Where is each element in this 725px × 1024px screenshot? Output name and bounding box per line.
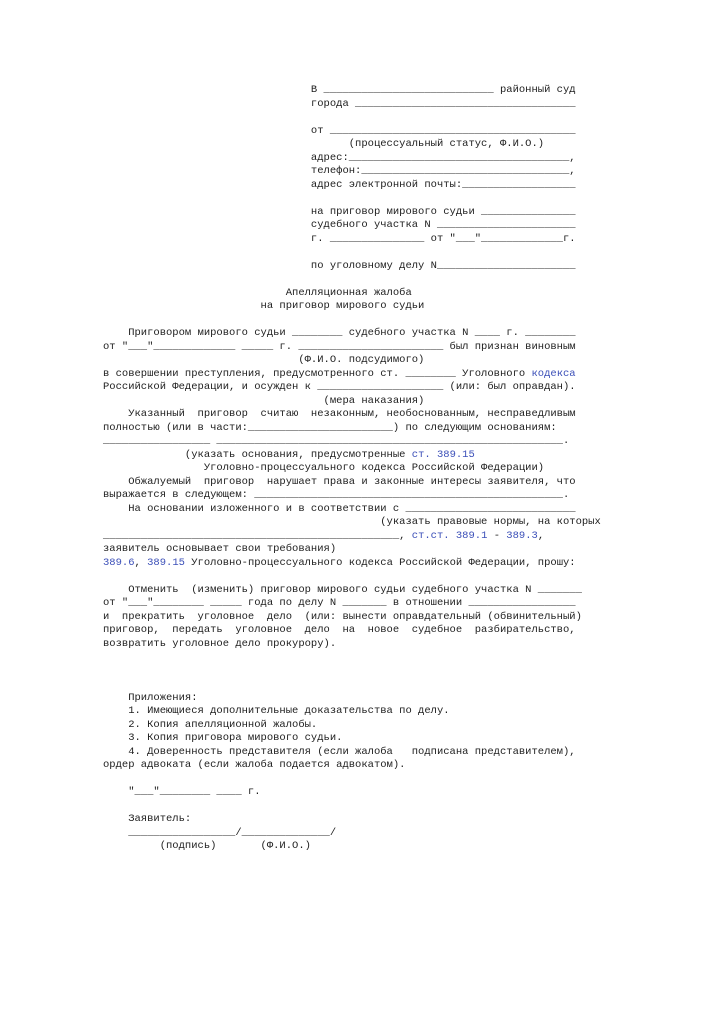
document-line xyxy=(103,314,601,328)
line-text: (подпись) (Ф.И.О.) xyxy=(103,840,311,852)
law-reference-link[interactable]: ст. 389.15 xyxy=(411,448,475,461)
document-line xyxy=(103,381,601,395)
line-text: Приложения: xyxy=(103,691,198,704)
document-line xyxy=(103,800,601,814)
document-line xyxy=(103,233,601,247)
line-text: (указать правовые нормы, на которых xyxy=(103,516,601,528)
document-line xyxy=(103,435,601,449)
line-text: (процессуальный статус, Ф.И.О.) xyxy=(103,138,545,150)
line-text: от "___"_____________ _____ г. _______________________ был признан виновным xyxy=(103,340,576,353)
line-text: "___"________ ____ г. xyxy=(103,786,261,798)
document-line xyxy=(103,341,601,355)
document-line xyxy=(103,138,601,152)
document-line xyxy=(103,354,601,368)
document-line xyxy=(103,287,601,301)
line-text: на приговор мирового судьи _______________ xyxy=(103,205,576,218)
document-line xyxy=(103,692,601,706)
line-text: Уголовно-процессуального кодекса Российской Федерации) xyxy=(103,462,545,474)
line-text: 1. Имеющиеся дополнительные доказательства по делу. xyxy=(103,705,450,717)
line-text: заявитель основывает свои требования) xyxy=(103,543,337,555)
line-text: Заявитель: xyxy=(103,813,192,825)
document-line xyxy=(103,408,601,422)
law-reference-link[interactable]: 389.6 xyxy=(103,556,135,569)
line-text: ордер адвоката (если жалоба подается адвокатом). xyxy=(103,759,406,771)
document-line xyxy=(103,827,601,841)
line-text: _________________/______________/ xyxy=(103,826,337,839)
appeal-complaint-text xyxy=(103,84,601,854)
line-text: по уголовному делу N______________________ xyxy=(103,259,576,272)
document-line xyxy=(103,597,601,611)
line-text: _________________ _______________________________________________________. xyxy=(103,435,570,447)
document-line xyxy=(103,273,601,287)
document-line xyxy=(103,206,601,220)
line-text: приговор, передать уголовное дело на новое судебное разбирательство, xyxy=(103,624,576,636)
document-line xyxy=(103,125,601,139)
document-line xyxy=(103,111,601,125)
line-text: Апелляционная жалоба xyxy=(103,286,412,299)
document-line xyxy=(103,260,601,274)
document-line xyxy=(103,422,601,436)
line-text: Обжалуемый приговор нарушает права и законные интересы заявителя, что xyxy=(103,475,576,488)
line-text: г. _______________ от "___"_____________г. xyxy=(103,232,576,245)
document-line xyxy=(103,246,601,260)
line-text: в совершении преступления, предусмотренного ст. ________ Уголовного xyxy=(103,367,532,380)
document-line xyxy=(103,813,601,827)
line-text: и прекратить уголовное дело (или: вынести оправдательный (обвинительный) xyxy=(103,610,582,623)
line-text: (указать основания, предусмотренные xyxy=(103,448,412,461)
document-line xyxy=(103,719,601,733)
document-line xyxy=(103,840,601,854)
law-reference-link[interactable]: 389.3 xyxy=(506,529,538,542)
document-line xyxy=(103,624,601,638)
document-line xyxy=(103,665,601,679)
line-text: на приговор мирового судьи xyxy=(103,300,425,312)
document-line xyxy=(103,746,601,760)
document-line xyxy=(103,476,601,490)
document-line xyxy=(103,192,601,206)
document-line xyxy=(103,395,601,409)
line-text: Уголовно-процессуального кодекса Российской Федерации, прошу: xyxy=(184,556,576,569)
line-text: от _______________________________________ xyxy=(103,124,576,137)
line-text: возвратить уголовное дело прокурору). xyxy=(103,637,337,650)
line-text: адрес электронной почты:__________________ xyxy=(103,178,576,191)
line-text: Приговором мирового судьи ________ судебного участка N ____ г. ________ xyxy=(103,327,576,339)
document-line xyxy=(103,557,601,571)
document-line xyxy=(103,98,601,112)
line-text: 3. Копия приговора мирового судьи. xyxy=(103,732,343,744)
document-line xyxy=(103,300,601,314)
line-text: _______________________________________________, xyxy=(103,529,412,542)
line-text: На основании изложенного и в соответствии с ___________________________ xyxy=(103,502,576,515)
document-line xyxy=(103,462,601,476)
line-text: - xyxy=(487,529,507,542)
document-line xyxy=(103,786,601,800)
document-line xyxy=(103,678,601,692)
line-text: телефон:_________________________________, xyxy=(103,165,576,177)
line-text: города ___________________________________ xyxy=(103,97,576,110)
line-text: (Ф.И.О. подсудимого) xyxy=(103,354,425,366)
line-text: Российской Федерации, и осужден к ____________________ (или: был оправдан). xyxy=(103,381,576,393)
document-line xyxy=(103,705,601,719)
document-line xyxy=(103,219,601,233)
line-text: 4. Доверенность представителя (если жалоба подписана представителем), xyxy=(103,745,576,758)
line-text: 2. Копия апелляционной жалобы. xyxy=(103,718,318,731)
line-text: В ___________________________ районный суд xyxy=(103,84,576,96)
line-text: (мера наказания) xyxy=(103,394,425,407)
law-reference-link[interactable]: 389.15 xyxy=(147,556,185,569)
document-line xyxy=(103,651,601,665)
document-line xyxy=(103,503,601,517)
law-reference-link[interactable]: кодекса xyxy=(531,367,576,380)
document-line xyxy=(103,152,601,166)
document-line xyxy=(103,179,601,193)
document-line xyxy=(103,543,601,557)
law-reference-link[interactable]: ст.ст. 389.1 xyxy=(411,529,488,542)
document-line xyxy=(103,327,601,341)
document-line xyxy=(103,368,601,382)
document-line xyxy=(103,489,601,503)
document-line xyxy=(103,759,601,773)
document-line xyxy=(103,516,601,530)
document-line xyxy=(103,530,601,544)
line-text: , xyxy=(134,556,148,569)
document-line xyxy=(103,570,601,584)
line-text: от "___"________ _____ года по делу N _______ в отношении _________________ xyxy=(103,597,576,609)
line-text: Указанный приговор считаю незаконным, необоснованным, несправедливым xyxy=(103,408,576,420)
document-line xyxy=(103,773,601,787)
document-line xyxy=(103,584,601,598)
line-text: Отменить (изменить) приговор мирового судьи судебного участка N _______ xyxy=(103,583,582,596)
line-text: , xyxy=(537,529,545,542)
document-line xyxy=(103,84,601,98)
document-line xyxy=(103,732,601,746)
document-line xyxy=(103,611,601,625)
line-text: судебного участка N ______________________ xyxy=(103,219,576,231)
document-line xyxy=(103,449,601,463)
line-text: полностью (или в части:_______________________) по следующим основаниям: xyxy=(103,421,557,434)
document-line xyxy=(103,638,601,652)
line-text: адрес:___________________________________, xyxy=(103,151,576,164)
line-text: выражается в следующем: _________________________________________________. xyxy=(103,489,570,501)
document-line xyxy=(103,165,601,179)
